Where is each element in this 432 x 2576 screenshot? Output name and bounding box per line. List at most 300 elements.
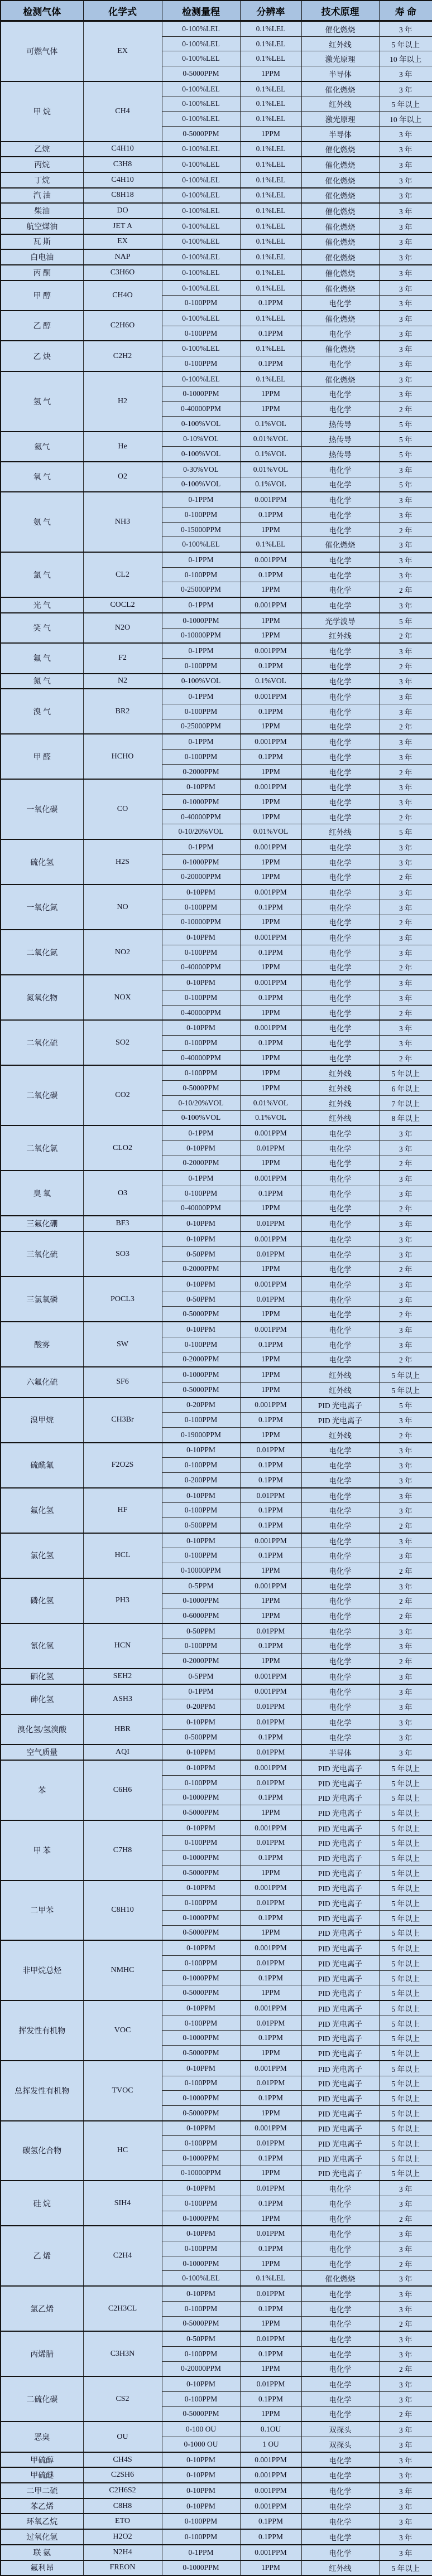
gas-name-cell: 汽 油 xyxy=(1,188,83,204)
range-cell: 0-100PPM xyxy=(162,1036,240,1051)
resolution-cell: 1PPM xyxy=(240,2105,301,2120)
tech-cell: 电化学 xyxy=(301,1684,379,1699)
resolution-cell: 0.001PPM xyxy=(240,2121,301,2136)
tech-cell: 电化学 xyxy=(301,1005,379,1020)
resolution-cell: 0.001PPM xyxy=(240,1171,301,1186)
tech-cell: 电化学 xyxy=(301,1246,379,1262)
resolution-cell: 0.001PPM xyxy=(240,2000,301,2016)
range-cell: 0-10PPM xyxy=(162,2000,240,2016)
tech-cell: 红外线 xyxy=(301,824,379,839)
resolution-cell: 1 OU xyxy=(240,2437,301,2452)
table-row xyxy=(1,779,432,794)
tech-cell: 电化学 xyxy=(301,567,379,582)
life-cell: 2 年 xyxy=(379,2361,432,2376)
life-cell: 3 年 xyxy=(379,1458,432,1473)
life-cell: 5 年以上 xyxy=(379,1835,432,1850)
range-cell: 0-100PPM xyxy=(162,2514,240,2529)
range-cell: 0-100PPM xyxy=(162,2016,240,2031)
formula-cell: O3 xyxy=(83,1171,162,1216)
life-cell: 3 年 xyxy=(379,1277,432,1292)
gas-name-cell: 磷化氢 xyxy=(1,1578,83,1623)
tech-cell: 电化学 xyxy=(301,750,379,765)
life-cell: 3 年 xyxy=(379,371,432,386)
life-cell: 3 年 xyxy=(379,2181,432,2196)
tech-cell: 红外线 xyxy=(301,36,379,51)
resolution-cell: 0.001PPM xyxy=(240,1820,301,1835)
table-row xyxy=(1,462,432,477)
life-cell: 5 年以上 xyxy=(379,2016,432,2031)
resolution-cell: 1PPM xyxy=(240,1593,301,1608)
formula-cell: C2H6S2 xyxy=(83,2483,162,2498)
resolution-cell: 1PPM xyxy=(240,1865,301,1880)
life-cell: 3 年 xyxy=(379,172,432,188)
range-cell: 0-25000PPM xyxy=(162,719,240,734)
formula-cell: NOX xyxy=(83,975,162,1020)
resolution-cell: 0.001PPM xyxy=(240,779,301,794)
gas-name-cell: 光 气 xyxy=(1,597,83,613)
resolution-cell: 0.001PPM xyxy=(240,1669,301,1684)
range-cell: 0-5000PPM xyxy=(162,2046,240,2061)
life-cell: 3 年 xyxy=(379,2331,432,2346)
formula-cell: C2SH6 xyxy=(83,2467,162,2483)
resolution-cell: 0.001PPM xyxy=(240,1578,301,1593)
range-cell: 0-100PPM xyxy=(162,990,240,1006)
tech-cell: PID 光电离子 xyxy=(301,1398,379,1413)
gas-name-cell: 氟化氢 xyxy=(1,1488,83,1533)
formula-cell: C8H18 xyxy=(83,188,162,204)
tech-cell: 电化学 xyxy=(301,2406,379,2422)
tech-cell: PID 光电离子 xyxy=(301,2000,379,2016)
table-row xyxy=(1,2331,432,2346)
table-row xyxy=(1,2483,432,2498)
range-cell: 0-10PPM xyxy=(162,1020,240,1035)
life-cell: 3 年 xyxy=(379,1292,432,1307)
tech-cell: 电化学 xyxy=(301,296,379,311)
life-cell: 3 年 xyxy=(379,975,432,990)
resolution-cell: 0.01PPM xyxy=(240,2016,301,2031)
resolution-cell: 0.001PPM xyxy=(240,1398,301,1413)
resolution-cell: 1PPM xyxy=(240,1367,301,1382)
tech-cell: 红外线 xyxy=(301,96,379,112)
range-cell: 0-100%LEL xyxy=(162,157,240,172)
range-cell: 0-100%LEL xyxy=(162,249,240,265)
tech-cell: 电化学 xyxy=(301,1292,379,1307)
gas-name-cell: 溴甲烷 xyxy=(1,1398,83,1443)
resolution-cell: 0.001PPM xyxy=(240,2483,301,2498)
range-cell: 0-10/20%VOL xyxy=(162,1095,240,1110)
gas-name-cell: 环氧乙烷 xyxy=(1,2514,83,2529)
tech-cell: 催化燃烧 xyxy=(301,2271,379,2286)
range-cell: 0-100PPM xyxy=(162,296,240,311)
range-cell: 0-30%VOL xyxy=(162,462,240,477)
range-cell: 0-100 OU xyxy=(162,2422,240,2437)
table-row xyxy=(1,613,432,628)
life-cell: 5 年以上 xyxy=(379,1910,432,1925)
resolution-cell: 1PPM xyxy=(240,1156,301,1171)
resolution-cell: 0.1PPM xyxy=(240,945,301,960)
life-cell: 3 年 xyxy=(379,1623,432,1639)
range-cell: 0-10PPM xyxy=(162,2483,240,2498)
tech-cell: 电化学 xyxy=(301,1563,379,1578)
resolution-cell: 0.001PPM xyxy=(240,839,301,854)
range-cell: 0-40000PPM xyxy=(162,1005,240,1020)
life-cell: 3 年 xyxy=(379,219,432,234)
life-cell: 3 年 xyxy=(379,779,432,794)
tech-cell: 催化燃烧 xyxy=(301,371,379,386)
resolution-cell: 0.1PPM xyxy=(240,2196,301,2211)
range-cell: 0-100PPM xyxy=(162,2529,240,2545)
formula-cell: HCL xyxy=(83,1533,162,1578)
tech-cell: 电化学 xyxy=(301,764,379,779)
gas-name-cell: 非甲烷总烃 xyxy=(1,1940,83,2000)
header-row xyxy=(1,1,432,21)
life-cell: 3 年 xyxy=(379,2301,432,2316)
life-cell: 2 年 xyxy=(379,2211,432,2226)
gas-name-cell: 丁烷 xyxy=(1,172,83,188)
range-cell: 0-100%LEL xyxy=(162,203,240,219)
tech-cell: 电化学 xyxy=(301,975,379,990)
table-row xyxy=(1,2560,432,2576)
tech-cell: 电化学 xyxy=(301,704,379,719)
formula-cell: PH3 xyxy=(83,1578,162,1623)
formula-cell: N2 xyxy=(83,674,162,689)
gas-name-cell: 硒化氢 xyxy=(1,1669,83,1684)
range-cell: 0-1PPM xyxy=(162,597,240,613)
range-cell: 0-100%VOL xyxy=(162,674,240,689)
life-cell: 3 年 xyxy=(379,597,432,613)
resolution-cell: 0.1%VOL xyxy=(240,477,301,492)
life-cell: 3 年 xyxy=(379,1714,432,1729)
formula-cell: HCHO xyxy=(83,734,162,779)
range-cell: 0-100PPM xyxy=(162,900,240,915)
range-cell: 0-1PPM xyxy=(162,734,240,749)
formula-cell: CH4 xyxy=(83,81,162,142)
life-cell: 3 年 xyxy=(379,990,432,1006)
range-cell: 0-100PPM xyxy=(162,750,240,765)
gas-name-cell: 氯化氢 xyxy=(1,1533,83,1578)
table-row xyxy=(1,1020,432,1035)
range-cell: 0-100PPM xyxy=(162,1956,240,1971)
resolution-cell: 0.001PPM xyxy=(240,1020,301,1035)
range-cell: 0-40000PPM xyxy=(162,960,240,975)
life-cell: 8 年以上 xyxy=(379,1110,432,1125)
tech-cell: 催化燃烧 xyxy=(301,172,379,188)
table-row xyxy=(1,674,432,689)
tech-cell: 电化学 xyxy=(301,643,379,658)
resolution-cell: 1PPM xyxy=(240,1608,301,1623)
life-cell: 3 年 xyxy=(379,1186,432,1201)
table-row xyxy=(1,1744,432,1760)
resolution-cell: 1PPM xyxy=(240,66,301,81)
gas-name-cell: 氰化氢 xyxy=(1,1623,83,1669)
life-cell: 2 年 xyxy=(379,1307,432,1322)
formula-cell: EX xyxy=(83,21,162,81)
range-cell: 0-20PPM xyxy=(162,1699,240,1714)
life-cell: 3 年 xyxy=(379,1171,432,1186)
life-cell: 3 年 xyxy=(379,1246,432,1262)
life-cell: 5 年以上 xyxy=(379,1940,432,1955)
life-cell: 5 年以上 xyxy=(379,1382,432,1397)
formula-cell: HBR xyxy=(83,1714,162,1744)
life-cell: 2 年 xyxy=(379,1156,432,1171)
range-cell: 0-5PPM xyxy=(162,1669,240,1684)
resolution-cell: 0.01%VOL xyxy=(240,1095,301,1110)
life-cell: 3 年 xyxy=(379,341,432,356)
tech-cell: PID 光电离子 xyxy=(301,2136,379,2151)
range-cell: 0-1000PPM xyxy=(162,2091,240,2106)
table-row xyxy=(1,2514,432,2529)
gas-name-cell: 一氧化碳 xyxy=(1,779,83,839)
range-cell: 0-1PPM xyxy=(162,1684,240,1699)
table-row xyxy=(1,81,432,96)
life-cell: 5 年 xyxy=(379,1398,432,1413)
resolution-cell: 0.01PPM xyxy=(240,1246,301,1262)
tech-cell: PID 光电离子 xyxy=(301,2105,379,2120)
formula-cell: NMHC xyxy=(83,1940,162,2000)
table-row xyxy=(1,21,432,37)
resolution-cell: 0.001PPM xyxy=(240,930,301,945)
life-cell: 3 年 xyxy=(379,1036,432,1051)
range-cell: 0-5000PPM xyxy=(162,1307,240,1322)
range-cell: 0-10PPM xyxy=(162,2452,240,2468)
life-cell: 3 年 xyxy=(379,2391,432,2406)
resolution-cell: 1PPM xyxy=(240,613,301,628)
tech-cell: 半导体 xyxy=(301,66,379,81)
range-cell: 0-100%LEL xyxy=(162,341,240,356)
tech-cell: 电化学 xyxy=(301,885,379,900)
life-cell: 5 年以上 xyxy=(379,2166,432,2181)
resolution-cell: 1PPM xyxy=(240,2256,301,2271)
resolution-cell: 1PPM xyxy=(240,2361,301,2376)
tech-cell: 电化学 xyxy=(301,689,379,704)
formula-cell: C2H6O xyxy=(83,311,162,341)
range-cell: 0-1000PPM xyxy=(162,795,240,810)
resolution-cell: 0.1%LEL xyxy=(240,281,301,296)
range-cell: 0-10PPM xyxy=(162,1322,240,1337)
table-row xyxy=(1,2467,432,2483)
tech-cell: 电化学 xyxy=(301,1699,379,1714)
range-cell: 0-50PPM xyxy=(162,2331,240,2346)
life-cell: 3 年 xyxy=(379,1020,432,1035)
tech-cell: 电化学 xyxy=(301,1322,379,1337)
tech-cell: 电化学 xyxy=(301,1186,379,1201)
life-cell: 3 年 xyxy=(379,1729,432,1744)
range-cell: 0-1000PPM xyxy=(162,613,240,628)
tech-cell: PID 光电离子 xyxy=(301,2031,379,2046)
range-cell: 0-100%LEL xyxy=(162,281,240,296)
tech-cell: 催化燃烧 xyxy=(301,341,379,356)
gas-name-cell: 甲硫醚 xyxy=(1,2467,83,2483)
life-cell: 5 年以上 xyxy=(379,2560,432,2576)
tech-cell: 电化学 xyxy=(301,1050,379,1065)
resolution-cell: 0.1%LEL xyxy=(240,265,301,281)
tech-cell: 电化学 xyxy=(301,2241,379,2256)
range-cell: 0-1000PPM xyxy=(162,2150,240,2166)
gas-name-cell: 丙烯腈 xyxy=(1,2331,83,2376)
range-cell: 0-5PPM xyxy=(162,1578,240,1593)
gas-name-cell: 溴化氢/氢溴酸 xyxy=(1,1714,83,1744)
life-cell: 2 年 xyxy=(379,1262,432,1277)
table-row xyxy=(1,203,432,219)
range-cell: 0-1PPM xyxy=(162,552,240,567)
life-cell: 6 年以上 xyxy=(379,1081,432,1096)
table-row xyxy=(1,432,432,447)
range-cell: 0-100PPM xyxy=(162,1337,240,1352)
range-cell: 0-10PPM xyxy=(162,1140,240,1156)
resolution-cell: 1PPM xyxy=(240,1805,301,1820)
life-cell: 2 年 xyxy=(379,1608,432,1623)
life-cell: 2 年 xyxy=(379,809,432,824)
resolution-cell: 0.01PPM xyxy=(240,2136,301,2151)
life-cell: 5 年 xyxy=(379,824,432,839)
life-cell: 2 年 xyxy=(379,1201,432,1216)
resolution-cell: 0.1PPM xyxy=(240,1458,301,1473)
resolution-cell: 0.001PPM xyxy=(240,1684,301,1699)
range-cell: 0-100PPM xyxy=(162,1503,240,1518)
resolution-cell: 0.01PPM xyxy=(240,1775,301,1790)
life-cell: 5 年 xyxy=(379,416,432,431)
tech-cell: 电化学 xyxy=(301,2545,379,2560)
resolution-cell: 0.1PPM xyxy=(240,704,301,719)
resolution-cell: 0.1PPM xyxy=(240,2241,301,2256)
tech-cell: 电化学 xyxy=(301,1654,379,1669)
range-cell: 0-100%VOL xyxy=(162,447,240,462)
tech-cell: 红外线 xyxy=(301,2560,379,2576)
range-cell: 0-100PPM xyxy=(162,2346,240,2361)
life-cell: 3 年 xyxy=(379,188,432,204)
life-cell: 2 年 xyxy=(379,1518,432,1533)
range-cell: 0-100PPM xyxy=(162,1548,240,1563)
table-row xyxy=(1,2422,432,2437)
resolution-cell: 0.1OU xyxy=(240,2422,301,2437)
formula-cell: C2H2 xyxy=(83,341,162,371)
tech-cell: 电化学 xyxy=(301,2376,379,2391)
life-cell: 5 年以上 xyxy=(379,2136,432,2151)
range-cell: 0-10000PPM xyxy=(162,2166,240,2181)
range-cell: 0-10PPM xyxy=(162,2376,240,2391)
table-row xyxy=(1,1684,432,1699)
tech-cell: 电化学 xyxy=(301,522,379,537)
tech-cell: PID 光电离子 xyxy=(301,2076,379,2091)
life-cell: 2 年 xyxy=(379,1050,432,1065)
range-cell: 0-5000PPM xyxy=(162,1925,240,1940)
range-cell: 0-10PPM xyxy=(162,1714,240,1729)
resolution-cell: 0.001PPM xyxy=(240,2452,301,2468)
resolution-cell: 0.1PPM xyxy=(240,1337,301,1352)
table-row xyxy=(1,2545,432,2560)
tech-cell: 电化学 xyxy=(301,2256,379,2271)
resolution-cell: 1PPM xyxy=(240,1201,301,1216)
life-cell: 3 年 xyxy=(379,1488,432,1503)
gas-name-cell: 氯 气 xyxy=(1,552,83,597)
resolution-cell: 0.01PPM xyxy=(240,2076,301,2091)
formula-cell: H2 xyxy=(83,371,162,432)
formula-cell: CS2 xyxy=(83,2376,162,2422)
tech-cell: 电化学 xyxy=(301,552,379,567)
tech-cell: PID 光电离子 xyxy=(301,1820,379,1835)
resolution-cell: 0.001PPM xyxy=(240,597,301,613)
life-cell: 3 年 xyxy=(379,945,432,960)
life-cell: 3 年 xyxy=(379,1699,432,1714)
tech-cell: 电化学 xyxy=(301,719,379,734)
formula-cell: H2S xyxy=(83,839,162,885)
tech-cell: PID 光电离子 xyxy=(301,1956,379,1971)
life-cell: 2 年 xyxy=(379,582,432,597)
life-cell: 2 年 xyxy=(379,2256,432,2271)
life-cell: 3 年 xyxy=(379,795,432,810)
range-cell: 0-1000PPM xyxy=(162,1910,240,1925)
life-cell: 5 年以上 xyxy=(379,1896,432,1911)
life-cell: 2 年 xyxy=(379,764,432,779)
tech-cell: PID 光电离子 xyxy=(301,2150,379,2166)
resolution-cell: 0.01%VOL xyxy=(240,824,301,839)
gas-name-cell: 硅 烷 xyxy=(1,2181,83,2226)
gas-name-cell: 氨 气 xyxy=(1,492,83,552)
tech-cell: 电化学 xyxy=(301,1277,379,1292)
formula-cell: SO2 xyxy=(83,1020,162,1065)
life-cell: 3 年 xyxy=(379,552,432,567)
tech-cell: 电化学 xyxy=(301,1593,379,1608)
tech-cell: PID 光电离子 xyxy=(301,1896,379,1911)
gas-name-cell: 臭 氧 xyxy=(1,1171,83,1216)
resolution-cell: 0.1PPM xyxy=(240,900,301,915)
range-cell: 0-20000PPM xyxy=(162,869,240,885)
life-cell: 3 年 xyxy=(379,1533,432,1548)
range-cell: 0-1PPM xyxy=(162,839,240,854)
resolution-cell: 1PPM xyxy=(240,2560,301,2576)
range-cell: 0-100%LEL xyxy=(162,2271,240,2286)
range-cell: 0-10PPM xyxy=(162,1744,240,1760)
tech-cell: PID 光电离子 xyxy=(301,1850,379,1865)
table-row xyxy=(1,2529,432,2545)
range-cell: 0-100%LEL xyxy=(162,537,240,552)
resolution-cell: 0.01PPM xyxy=(240,2181,301,2196)
column-header: 技术原理 xyxy=(301,1,379,21)
table-row xyxy=(1,281,432,296)
range-cell: 0-10PPM xyxy=(162,1940,240,1955)
life-cell: 5 年以上 xyxy=(379,2105,432,2120)
life-cell: 3 年 xyxy=(379,854,432,869)
range-cell: 0-40000PPM xyxy=(162,402,240,417)
tech-cell: 电化学 xyxy=(301,1262,379,1277)
life-cell: 3 年 xyxy=(379,249,432,265)
formula-cell: NAP xyxy=(83,249,162,265)
resolution-cell: 0.1PPM xyxy=(240,2301,301,2316)
tech-cell: 电化学 xyxy=(301,915,379,930)
range-cell: 0-1PPM xyxy=(162,1125,240,1140)
range-cell: 0-10000PPM xyxy=(162,915,240,930)
resolution-cell: 0.1%LEL xyxy=(240,81,301,96)
resolution-cell: 0.1PPM xyxy=(240,1413,301,1428)
formula-cell: ASH3 xyxy=(83,1684,162,1714)
tech-cell: 电化学 xyxy=(301,2529,379,2545)
tech-cell: 电化学 xyxy=(301,960,379,975)
formula-cell: C3H8 xyxy=(83,157,162,172)
tech-cell: 催化燃烧 xyxy=(301,537,379,552)
range-cell: 0-10PPM xyxy=(162,885,240,900)
resolution-cell: 0.01PPM xyxy=(240,2376,301,2391)
resolution-cell: 0.1%LEL xyxy=(240,51,301,66)
resolution-cell: 0.1%LEL xyxy=(240,2271,301,2286)
tech-cell: 电化学 xyxy=(301,854,379,869)
table-row xyxy=(1,597,432,613)
formula-cell: TVOC xyxy=(83,2061,162,2121)
column-header: 寿 命 xyxy=(379,1,432,21)
formula-cell: F2O2S xyxy=(83,1443,162,1488)
life-cell: 3 年 xyxy=(379,674,432,689)
life-cell: 3 年 xyxy=(379,1548,432,1563)
resolution-cell: 0.01PPM xyxy=(240,2331,301,2346)
